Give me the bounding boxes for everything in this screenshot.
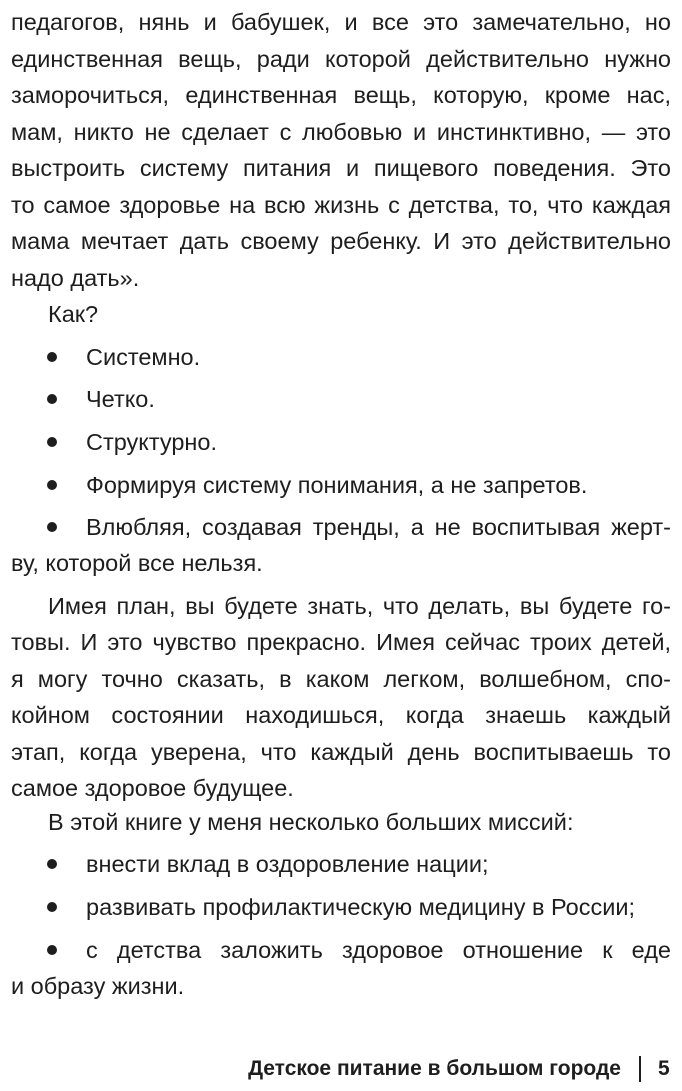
list-item-text: внести вклад в оздоровление нации; — [86, 851, 489, 877]
bullet-icon — [47, 522, 57, 532]
paragraph-2-line: самое здоровое будущее. — [11, 775, 294, 801]
list-item-continuation: и образу жизни. — [11, 973, 185, 999]
bullet-icon — [47, 480, 57, 490]
paragraph-1-line: мам, никто не сделает с любовью и инстинктивно, — это — [11, 119, 671, 145]
paragraph-1-line: заморочиться, единственная вещь, которую, кроме нас, — [11, 82, 671, 108]
footer-divider — [639, 1056, 641, 1082]
list-item — [11, 381, 671, 417]
list-item-text: Четко. — [86, 386, 155, 412]
list-item-text: Формируя систему понимания, а не запретов. — [86, 472, 588, 498]
list-item-text: развивать профилактическую медицину в России; — [86, 894, 636, 920]
list-item — [11, 889, 671, 925]
paragraph-1-line: выстроить систему питания и пищевого поведения. Это — [11, 155, 671, 181]
footer-book-title: Детское питание в большом городе — [248, 1057, 621, 1080]
list-item — [11, 846, 671, 882]
list-item — [11, 424, 671, 460]
page-footer — [0, 1052, 682, 1086]
bullet-icon — [47, 945, 57, 955]
bullet-icon — [47, 437, 57, 447]
page-number: 5 — [658, 1057, 670, 1080]
list-item — [11, 467, 671, 503]
bullet-icon — [47, 859, 57, 869]
list-item-continuation: ву, которой все нельзя. — [11, 550, 263, 576]
list-item-text: Влюбляя, создавая тренды, а не воспитывая жерт- — [86, 514, 671, 540]
paragraph-1-line: надо дать». — [11, 265, 140, 291]
paragraph-3-line: В этой книге у меня несколько больших миссий: — [48, 809, 574, 835]
list-item-text: Структурно. — [86, 429, 217, 455]
list-item — [11, 932, 671, 968]
list-item-text: Системно. — [86, 344, 201, 370]
paragraph-1-line: единственная вещь, ради которой действительно нужно — [11, 46, 671, 72]
bullet-icon — [47, 902, 57, 912]
paragraph-2-line: я могу точно сказать, в каком легком, волшебном, спо- — [11, 666, 671, 692]
bullet-icon — [47, 352, 57, 362]
paragraph-1-line: мама мечтает дать своему ребенку. И это действительно — [11, 228, 671, 254]
paragraph-1-line: педагогов, нянь и бабушек, и все это замечательно, но — [11, 9, 671, 35]
list-item — [11, 509, 671, 545]
paragraph-2-line: товы. И это чувство прекрасно. Имея сейчас троих детей, — [11, 629, 671, 655]
paragraph-2-line: этап, когда уверена, что каждый день воспитываешь то — [11, 739, 671, 765]
question-text: Как? — [48, 301, 99, 327]
bullet-icon — [47, 394, 57, 404]
paragraph-2-line: Имея план, вы будете знать, что делать, вы будете го- — [48, 593, 671, 619]
list-item-text: с детства заложить здоровое отношение к еде — [86, 937, 671, 963]
paragraph-2-line: койном состоянии находишься, когда знаешь каждый — [11, 702, 671, 728]
list-item — [11, 339, 671, 375]
paragraph-1-line: то самое здоровье на всю жизнь с детства, то, что каждая — [11, 192, 671, 218]
